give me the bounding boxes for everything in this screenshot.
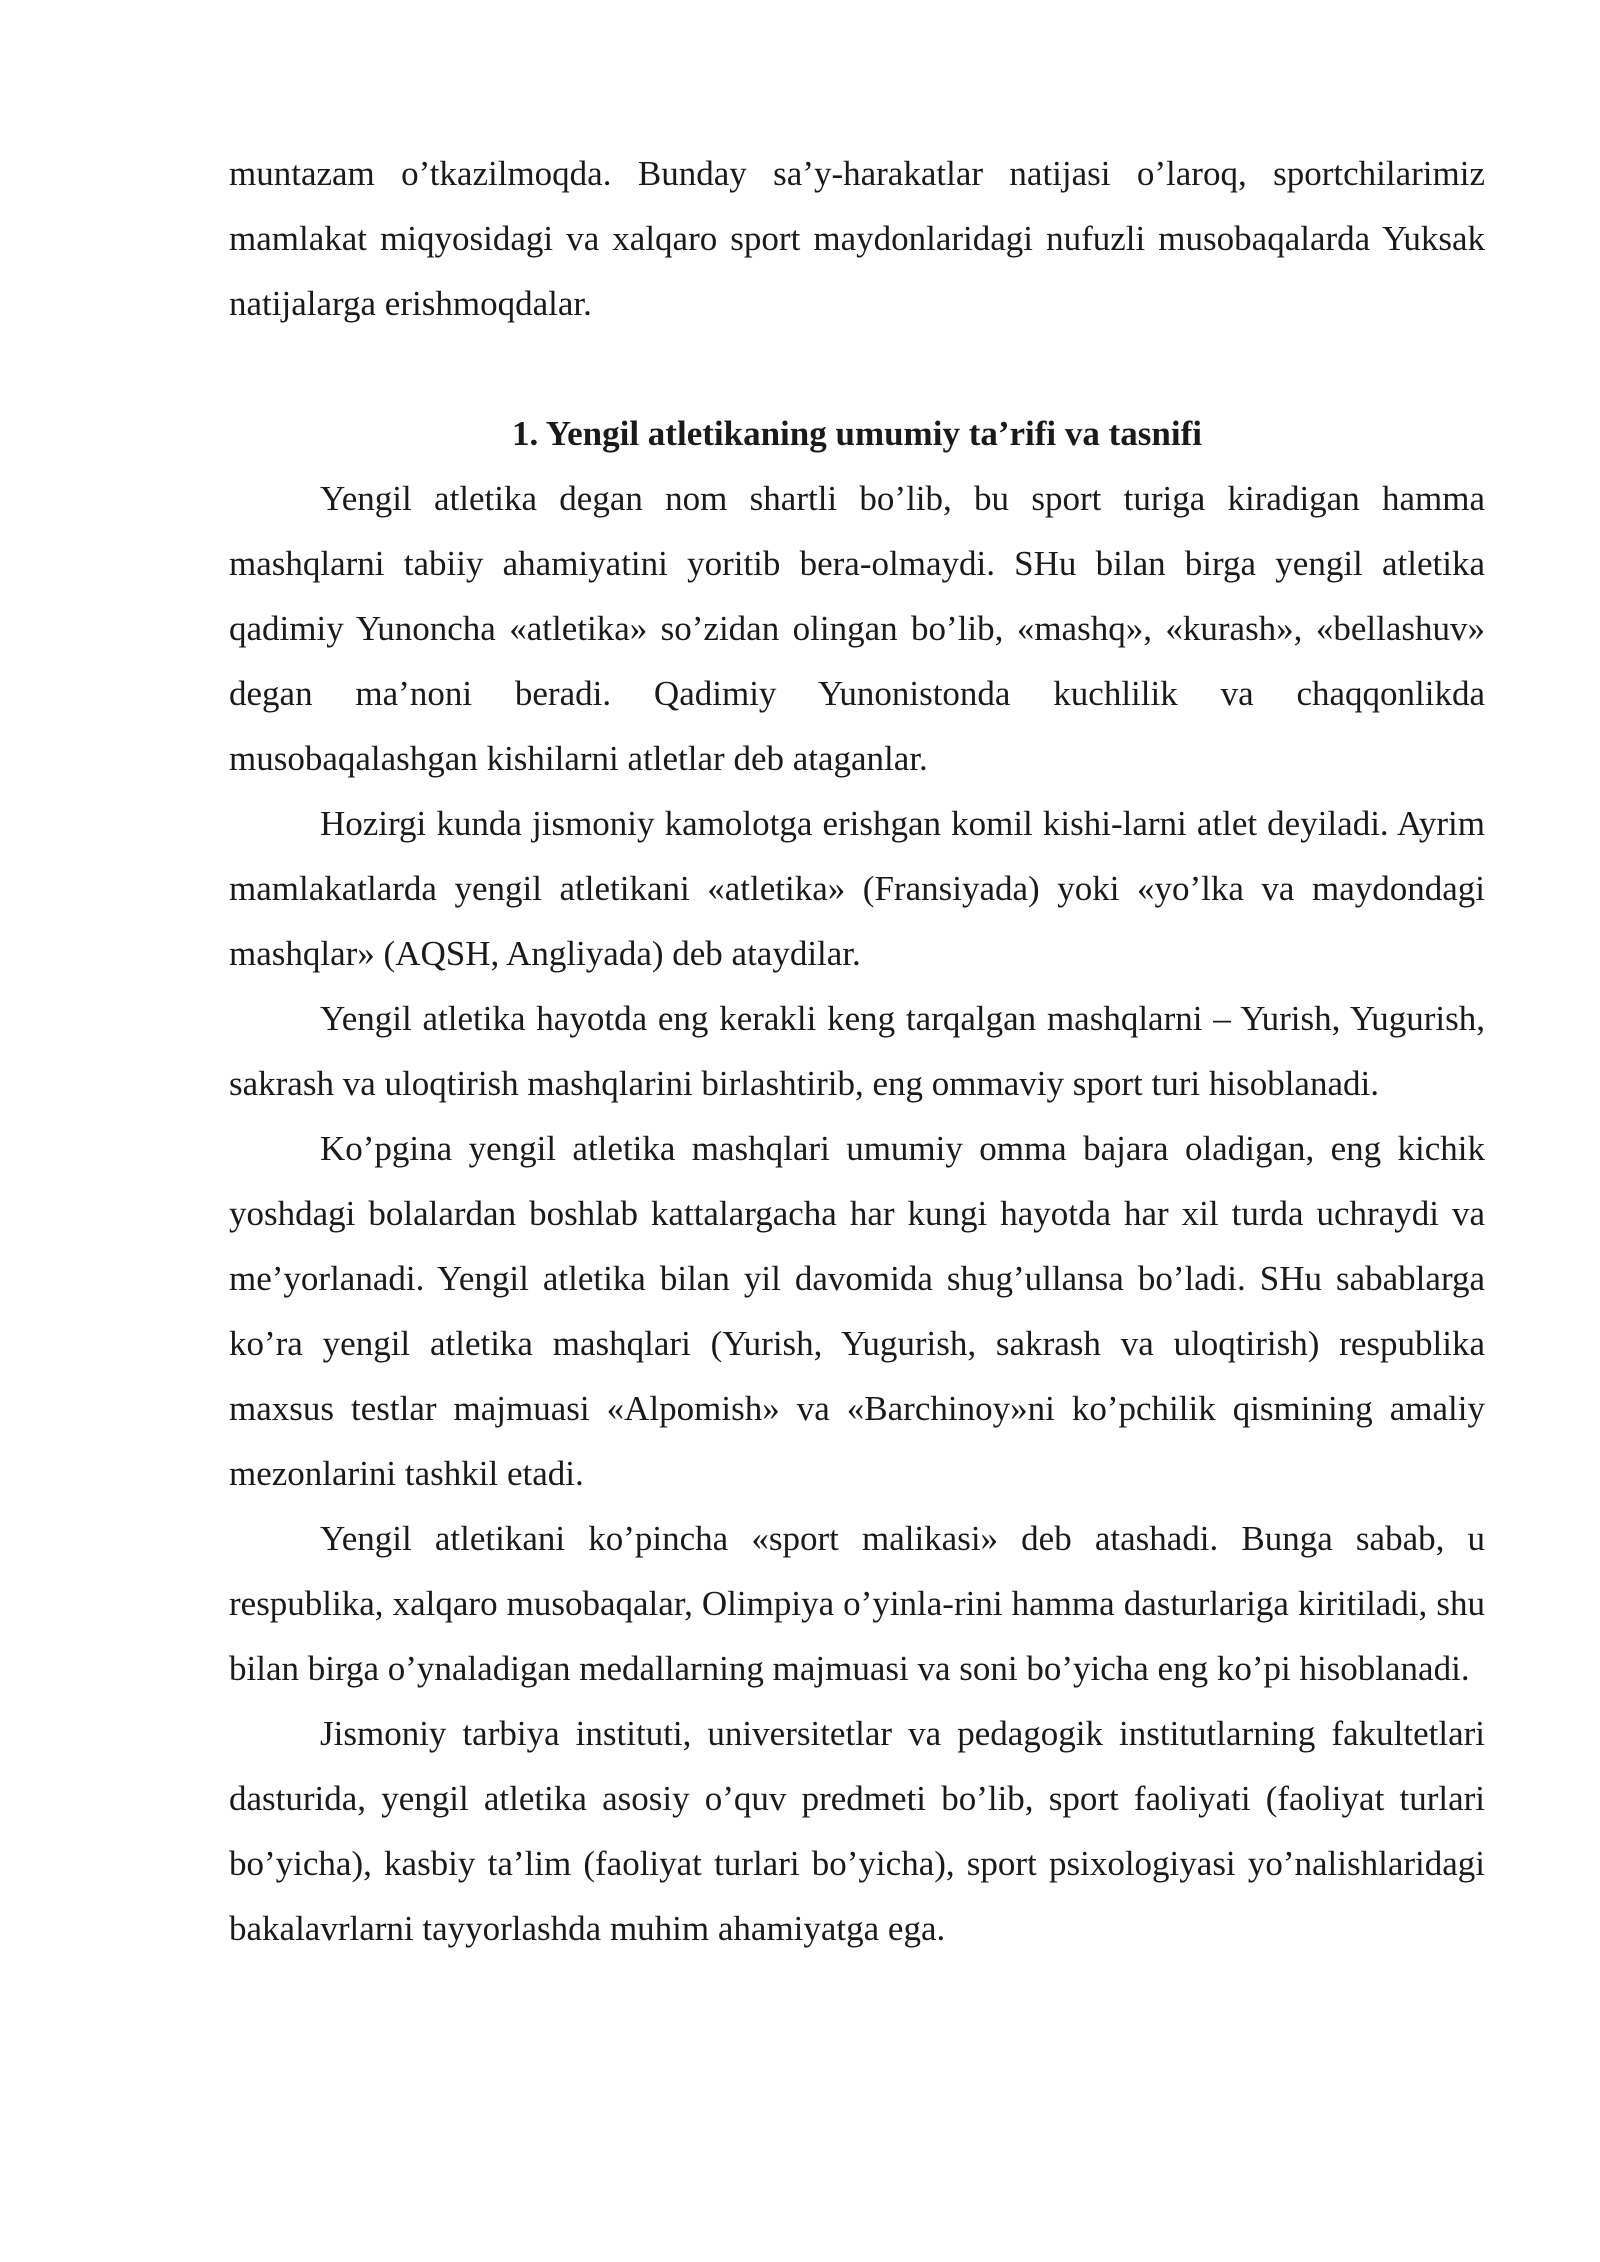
- intro-paragraph: muntazam o’tkazilmoqda. Bunday sa’y-harakatlar natijasi o’laroq, sportchilarimiz mamlakat miqyosidagi va xalqaro sport maydonlaridagi nufuzli musobaqalarda Yuksak natijalarga erishmoqdalar.: [229, 154, 1485, 323]
- body-paragraph: Ko’pgina yengil atletika mashqlari umumiy omma bajara oladigan, eng kichik yoshdagi bolalardan boshlab kattalargacha har kungi hayotda har xil turda uchraydi va me’yorlanadi. Yengil atletika bilan yil davomida shug’ullansa bo’ladi. SHu sabablarga ko’ra yengil atletika mashqlari (Yurish, Yugurish, sakrash va uloqtirish) respublika maxsus testlar majmuasi «Alpomish» va «Barchinoy»ni ko’pchilik qismining amaliy mezonlarini tashkil etadi.: [229, 1129, 1485, 1493]
- body-paragraph: Yengil atletikani ko’pincha «sport malikasi» deb atashadi. Bunga sabab, u respublika, xalqaro musobaqalar, Olimpiya o’yinla-rini hamma dasturlariga kiritiladi, shu bilan birga o’ynaladigan medallarning majmuasi va soni bo’yicha eng ko’pi hisoblanadi.: [229, 1519, 1485, 1688]
- document-body: [229, 141, 1485, 1961]
- body-paragraph: Yengil atletika degan nom shartli bo’lib, bu sport turiga kiradigan hamma mashqlarni tabiiy ahamiyatini yoritib bera-olmaydi. SHu bilan birga yengil atletika qadimiy Yunoncha «atletika» so’zidan olingan bo’lib, «mashq», «kurash», «bellashuv» degan ma’noni beradi. Qadimiy Yunonistonda kuchlilik va chaqqonlikda musobaqalashgan kishilarni atletlar deb ataganlar.: [229, 479, 1485, 778]
- body-paragraph: Hozirgi kunda jismoniy kamolotga erishgan komil kishi-larni atlet deyiladi. Ayrim mamlakatlarda yengil atletikani «atletika» (Fransiyada) yoki «yo’lka va maydondagi mashqlar» (AQSH, Angliyada) deb ataydilar.: [229, 804, 1485, 973]
- section-heading: 1. Yengil atletikaning umumiy ta’rifi va tasnifi: [512, 414, 1202, 453]
- body-paragraph: Yengil atletika hayotda eng kerakli keng tarqalgan mashqlarni – Yurish, Yugurish, sakrash va uloqtirish mashqlarini birlashtirib, eng ommaviy sport turi hisoblanadi.: [229, 999, 1485, 1103]
- body-paragraph: Jismoniy tarbiya instituti, universitetlar va pedagogik institutlarning fakultetlari dasturida, yengil atletika asosiy o’quv predmeti bo’lib, sport faoliyati (faoliyat turlari bo’yicha), kasbiy ta’lim (faoliyat turlari bo’yicha), sport psixologiyasi yo’nalishlaridagi bakalavrlarni tayyorlashda muhim ahamiyatga ega.: [229, 1714, 1485, 1948]
